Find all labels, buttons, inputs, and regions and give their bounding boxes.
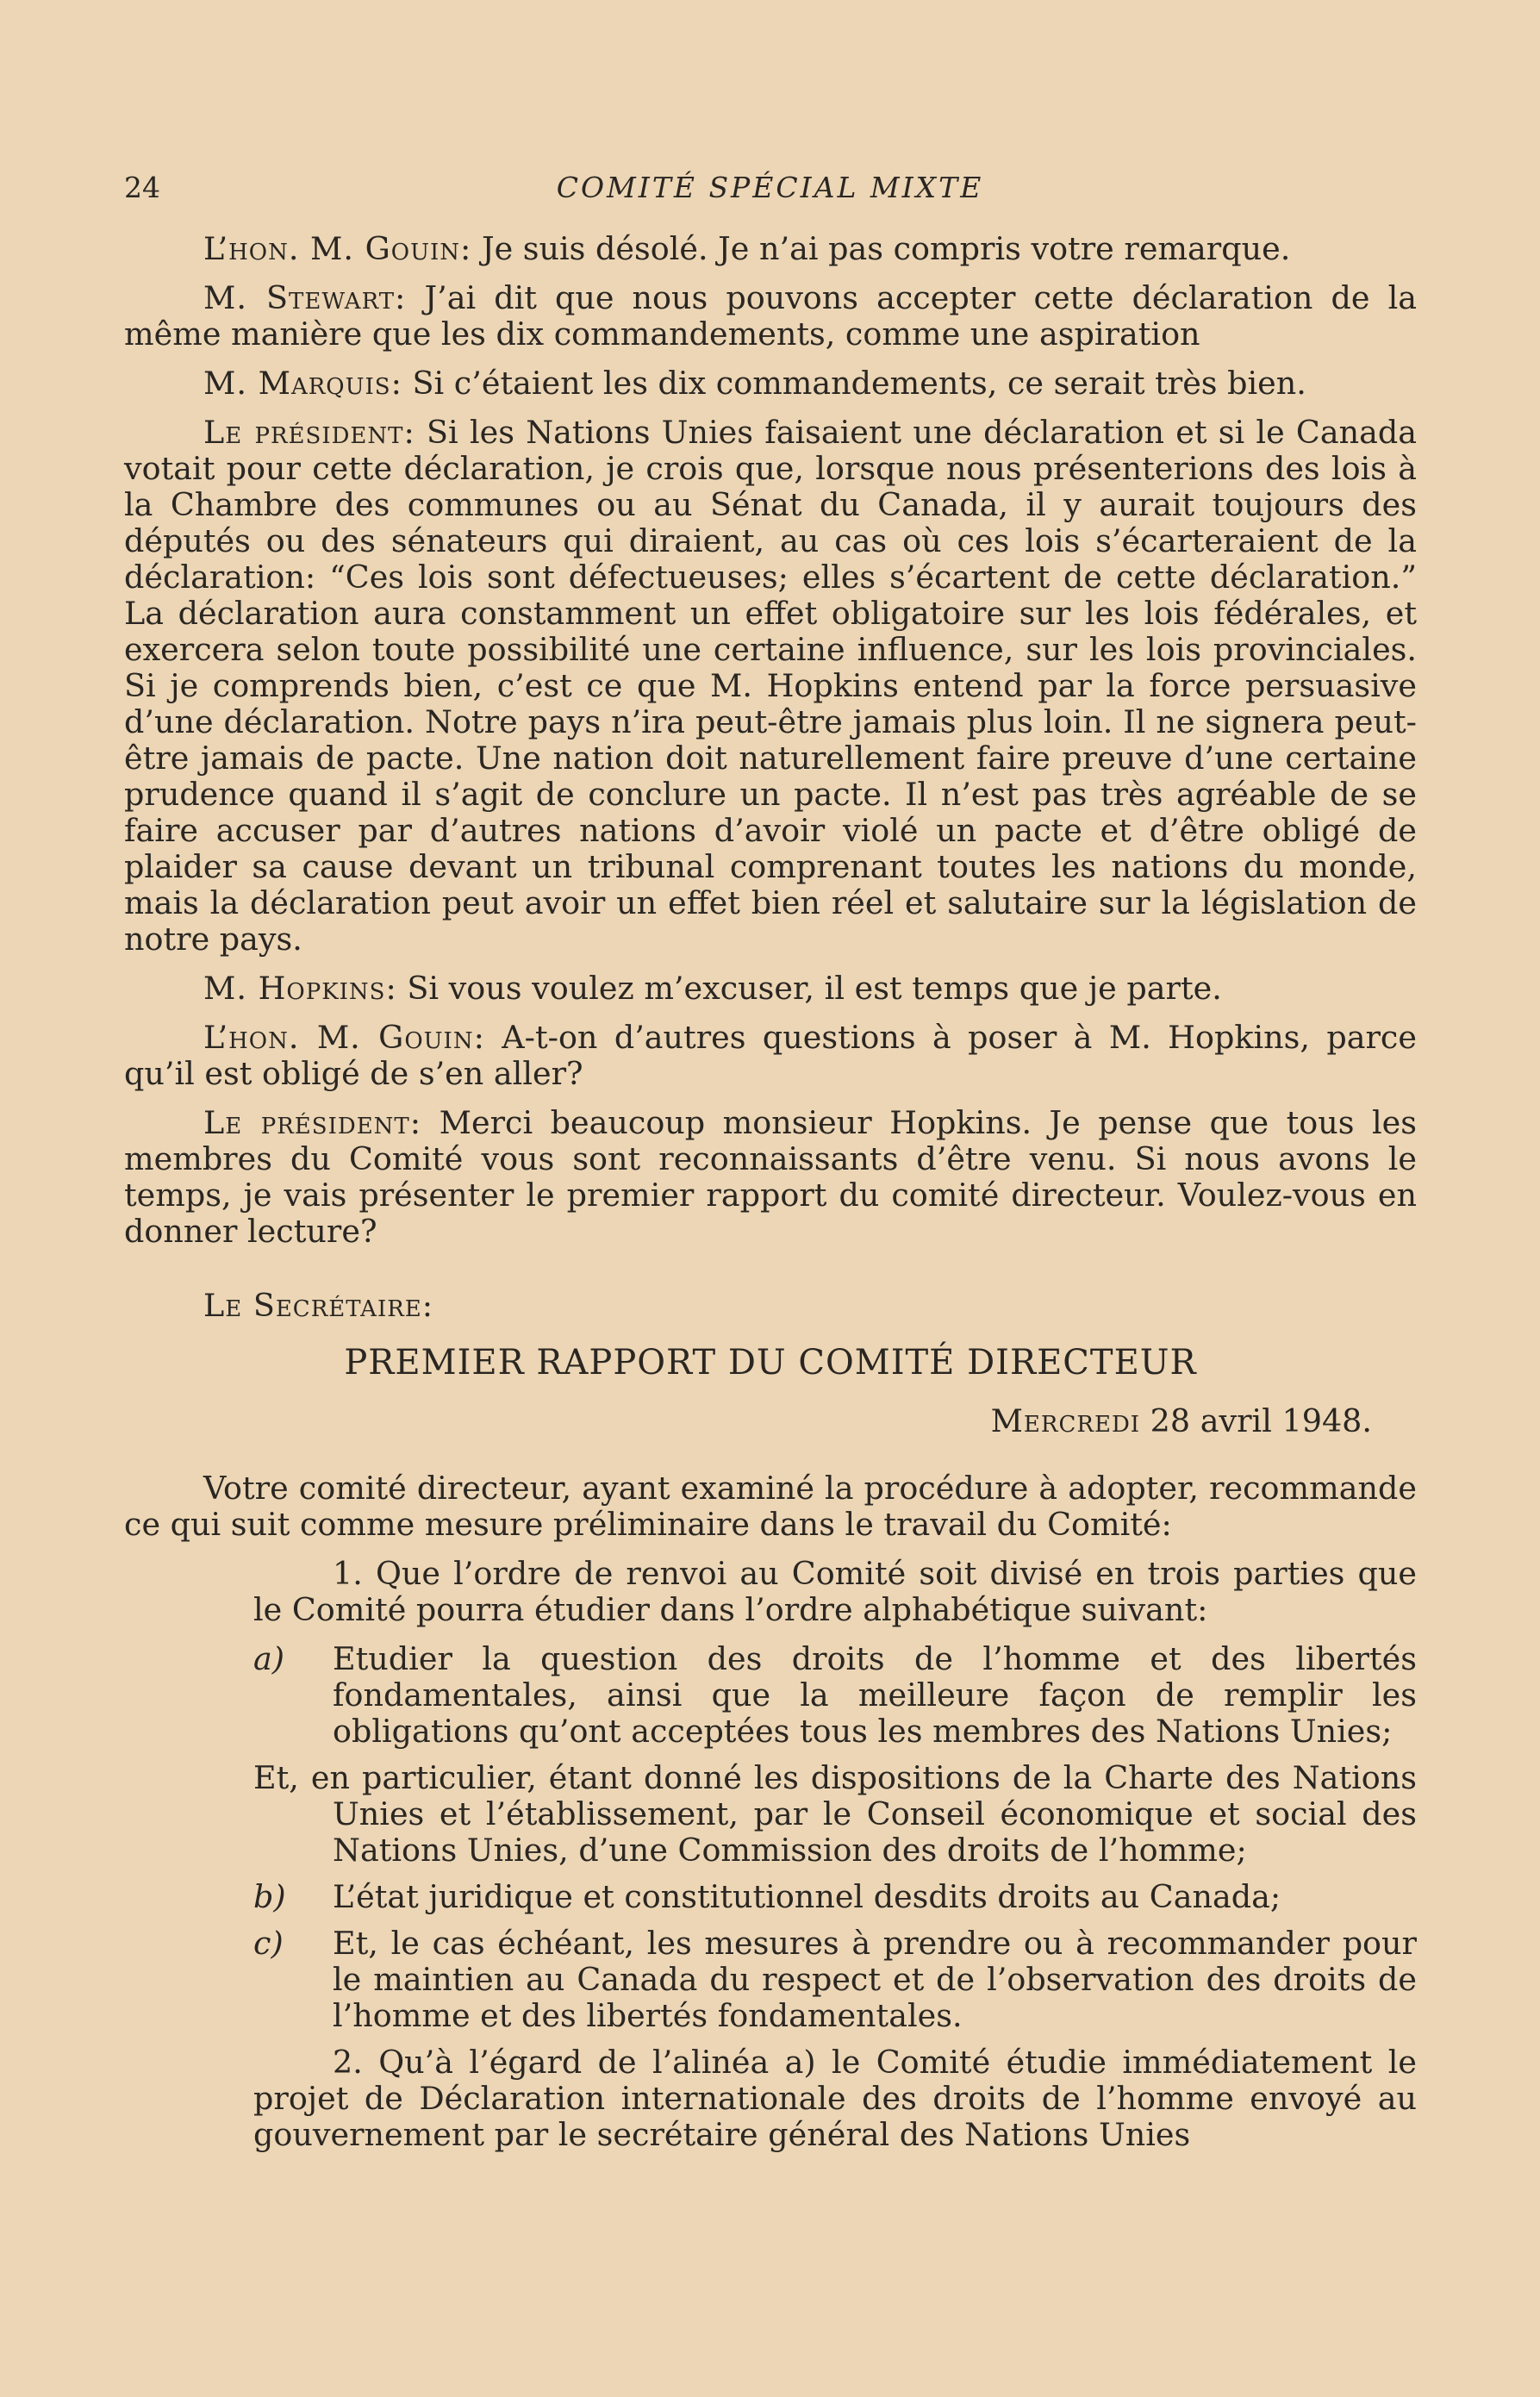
- item-label: c): [253, 1925, 284, 1962]
- report-date-day: Mercredi: [990, 1402, 1141, 1439]
- paragraph-text: Si les Nations Unies faisaient une déclaration et si le Canada votait pour cette déclaration, je crois que, lorsque nous présenterions des lois à la Chambre des communes ou au Sénat du Canada, il y aurait toujours des députés ou des sénateurs qui diraient, au cas où ces lois s’écarteraient de la déclaration: “Ces lois sont défectueuses; elles s’écartent de cette déclaration.” La déclaration aura constamment un effet obligatoire sur les lois fédérales, et exercera selon toute possibilité une certaine influence, sur les lois provinciales. Si je comprends bien, c’est ce que M. Hopkins entend par la force persuasive d’une déclaration. Notre pays n’ira peut-être jamais plus loin. Il ne signera peut-être jamais de pacte. Une nation doit naturellement faire preuve d’une certaine prudence quand il s’agit de conclure un pacte. Il n’est pas très agréable de se faire accuser par d’autres nations d’avoir violé un pacte et d’être obligé de plaider sa cause devant un tribunal comprenant toutes les nations du monde, mais la déclaration peut avoir un effet bien réel et salutaire sur la législation de notre pays.: [124, 414, 1418, 958]
- speaker: M. Stewart:: [203, 279, 407, 316]
- paragraph: [124, 280, 1417, 353]
- speaker: Le président:: [203, 1104, 422, 1141]
- page-number: 24: [124, 171, 160, 204]
- paragraph: [124, 971, 1417, 1007]
- paragraph: [124, 365, 1417, 402]
- item-text: L’état juridique et constitutionnel desdits droits au Canada;: [333, 1878, 1281, 1915]
- paragraph-text: A-t-on d’autres questions à poser à M. Hopkins, parce qu’il est obligé de s’en aller?: [124, 1019, 1417, 1092]
- running-title: COMITÉ SPÉCIAL MIXTE: [556, 171, 984, 204]
- report-date: [124, 1403, 1417, 1439]
- paragraph: [124, 1105, 1417, 1250]
- item-label: a): [253, 1640, 285, 1677]
- paragraph-text: Si vous voulez m’excuser, il est temps que je parte.: [407, 970, 1222, 1007]
- item-label: b): [253, 1878, 286, 1915]
- report-point-2: 2. Qu’à l’égard de l’alinéa a) le Comité étudie immédiatement le projet de Déclaration internationale des droits de l’homme envoyé au gouvernement par le secrétaire général des Nations Unies: [253, 2044, 1417, 2153]
- paragraph-text: Si c’étaient les dix commandements, ce serait très bien.: [412, 365, 1306, 402]
- list-item-et: Et, en particulier, étant donné les dispositions de la Charte des Nations Unies et l’établissement, par le Conseil économique et social des Nations Unies, d’une Commission des droits de l’homme;: [253, 1759, 1417, 1869]
- page-body: [124, 231, 1417, 2166]
- report-intro: Votre comité directeur, ayant examiné la procédure à adopter, recommande ce qui suit comme mesure préliminaire dans le travail du Comité:: [124, 1470, 1417, 1543]
- report-point-1: 1. Que l’ordre de renvoi au Comité soit divisé en trois parties que le Comité pourra étudier dans l’ordre alphabétique suivant:: [253, 1555, 1417, 1628]
- speaker: M. Marquis:: [203, 365, 402, 402]
- list-item: [253, 1641, 1417, 1750]
- list-item: [253, 1879, 1417, 1915]
- secretary-line: [124, 1288, 1417, 1324]
- list-item: [253, 1926, 1417, 2034]
- paragraph-text: J’ai dit que nous pouvons accepter cette déclaration de la même manière que les dix commandements, comme une aspiration: [124, 279, 1418, 353]
- paragraph: [124, 231, 1417, 267]
- report-title: PREMIER RAPPORT DU COMITÉ DIRECTEUR: [344, 1343, 1197, 1383]
- speaker: L’hon. M. Gouin:: [203, 230, 472, 267]
- report-list: [253, 1556, 1417, 2153]
- item-text: Etudier la question des droits de l’homme et des libertés fondamentales, ainsi que la meilleure façon de remplir les obligations qu’ont acceptées tous les membres des Nations Unies;: [333, 1640, 1417, 1750]
- paragraph: [124, 415, 1417, 958]
- speaker: Le président:: [203, 414, 415, 451]
- paragraph-text: Je suis désolé. Je n’ai pas compris votre remarque.: [481, 230, 1291, 267]
- speaker: L’hon. M. Gouin:: [203, 1019, 485, 1056]
- speaker: M. Hopkins:: [203, 970, 397, 1007]
- report-date-rest: 28 avril 1948.: [1150, 1402, 1372, 1439]
- paragraph: [124, 1020, 1417, 1092]
- paragraph-text: Merci beaucoup monsieur Hopkins. Je pense que tous les membres du Comité vous sont reconnaissants d’être venu. Si nous avons le temps, je vais présenter le premier rapport du comité directeur. Voulez-vous en donner lecture?: [124, 1104, 1417, 1250]
- speaker: Le Secrétaire:: [203, 1287, 434, 1324]
- item-text: Et, le cas échéant, les mesures à prendre ou à recommander pour le maintien au Canada du respect et de l’observation des droits de l’homme et des libertés fondamentales.: [333, 1925, 1417, 2034]
